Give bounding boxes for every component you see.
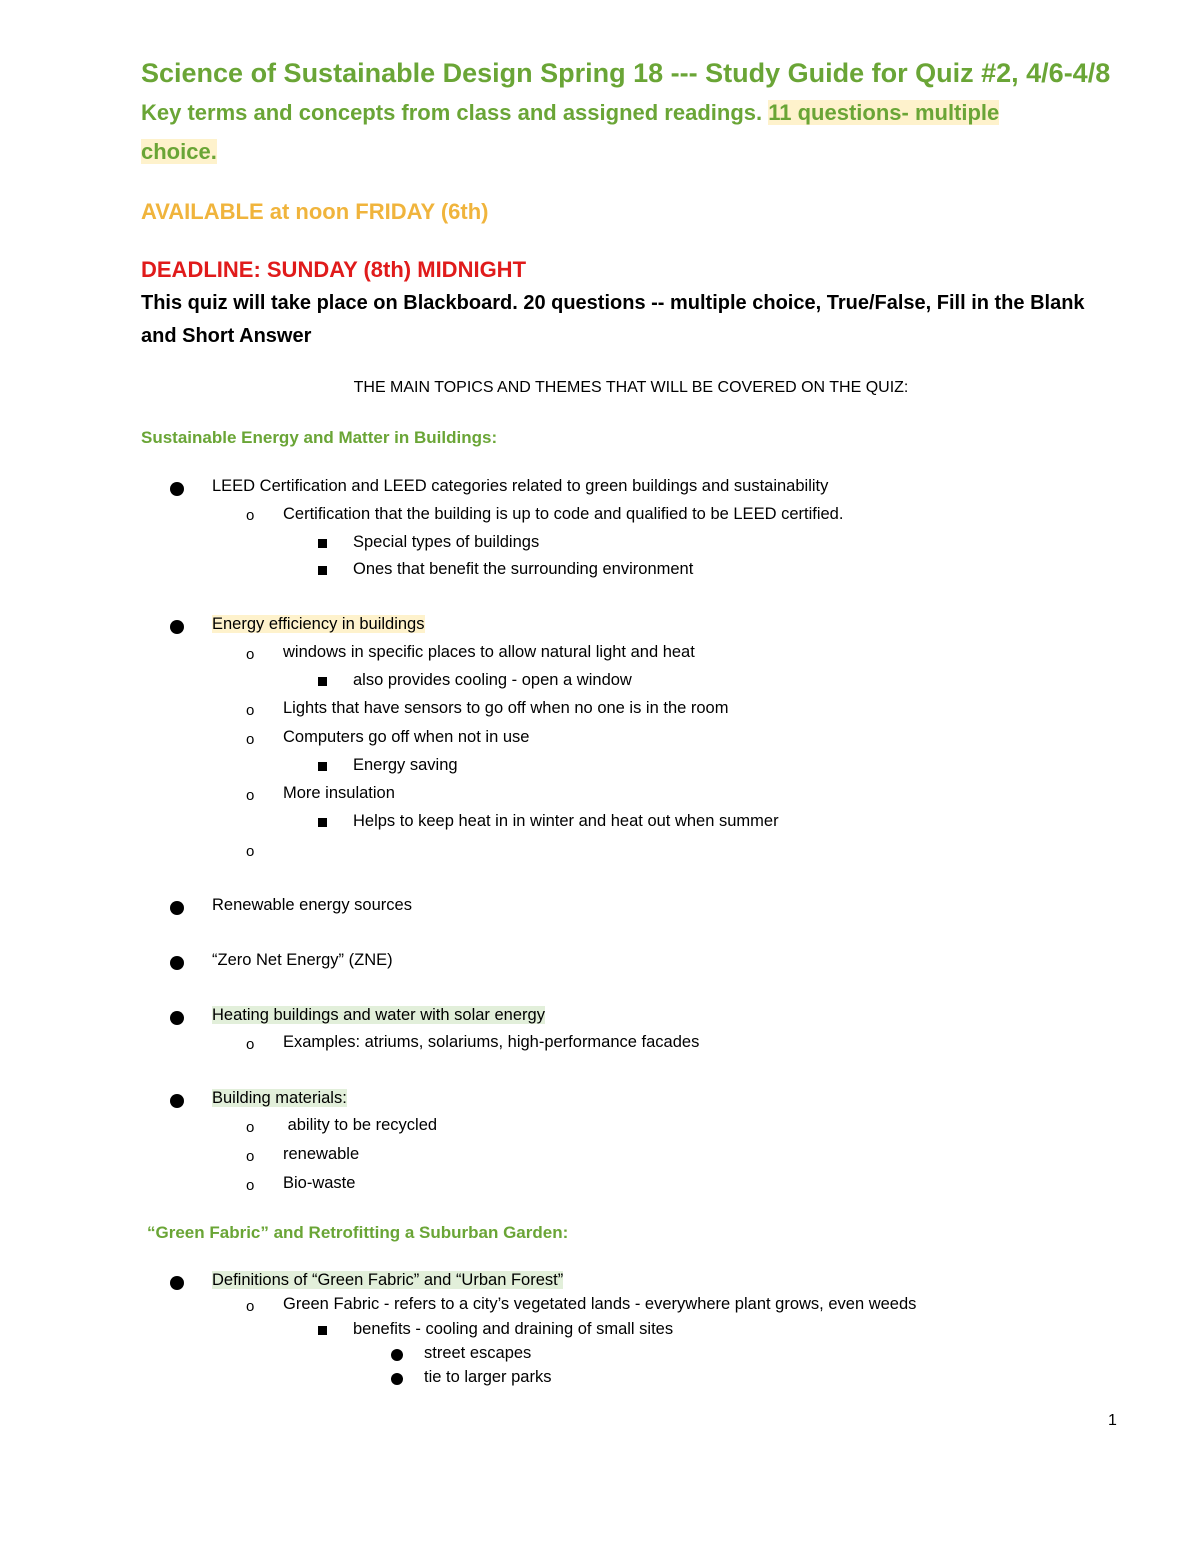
circle-bullet-icon: o <box>246 1177 255 1194</box>
bullet-icon <box>170 901 184 915</box>
list-item: Green Fabric - refers to a city’s vegetated lands - everywhere plant grows, even weeds <box>283 1295 917 1313</box>
list-item: Examples: atriums, solariums, high-performance facades <box>283 1033 700 1051</box>
square-bullet-icon <box>318 566 327 575</box>
bullet-icon <box>170 1094 184 1108</box>
list-item: Computers go off when not in use <box>283 728 530 746</box>
list-item: “Zero Net Energy” (ZNE) <box>212 951 393 969</box>
square-bullet-icon <box>318 818 327 827</box>
list-item: Bio-waste <box>283 1174 356 1192</box>
list-item <box>212 1089 347 1108</box>
list-item <box>212 615 425 634</box>
circle-bullet-icon: o <box>246 1119 255 1136</box>
list-item: Helps to keep heat in in winter and heat out when summer <box>353 812 779 830</box>
square-bullet-icon <box>318 1326 327 1335</box>
circle-bullet-icon: o <box>246 787 255 804</box>
deadline-notice: DEADLINE: SUNDAY (8th) MIDNIGHT <box>141 257 527 282</box>
page-title: Science of Sustainable Design Spring 18 --- Study Guide for Quiz #2, 4/6-4/8 <box>141 58 1111 88</box>
bullet-icon <box>170 1276 184 1290</box>
list-item: Lights that have sensors to go off when no one is in the room <box>283 699 729 717</box>
subtitle-highlight-cont: choice. <box>141 139 217 164</box>
section-heading-green-fabric: “Green Fabric” and Retrofitting a Suburban Garden: <box>147 1223 569 1242</box>
availability-notice: AVAILABLE at noon FRIDAY (6th) <box>141 199 489 224</box>
circle-bullet-icon: o <box>246 507 255 524</box>
bullet-icon <box>391 1349 403 1361</box>
list-item: windows in specific places to allow natural light and heat <box>283 643 695 661</box>
list-item: Energy saving <box>353 756 458 774</box>
list-item: benefits - cooling and draining of small sites <box>353 1320 674 1338</box>
bullet-icon <box>170 620 184 634</box>
highlighted-text: Definitions of “Green Fabric” and “Urban Forest” <box>212 1271 564 1289</box>
subtitle-line2 <box>141 139 217 165</box>
list-item: street escapes <box>424 1344 532 1362</box>
circle-bullet-icon: o <box>246 1036 255 1053</box>
bullet-icon <box>391 1373 403 1385</box>
square-bullet-icon <box>318 677 327 686</box>
list-item: Ones that benefit the surrounding environment <box>353 560 694 578</box>
highlighted-text: Energy efficiency in buildings <box>212 615 425 633</box>
list-item <box>212 1271 563 1290</box>
circle-bullet-icon: o <box>246 1148 255 1165</box>
list-item <box>212 1006 545 1025</box>
list-item: Renewable energy sources <box>212 896 412 914</box>
quiz-info-line1: This quiz will take place on Blackboard. 20 questions -- multiple choice, True/False, Fill in the Blank <box>141 292 1085 314</box>
list-item: Certification that the building is up to code and qualified to be LEED certified. <box>283 505 844 523</box>
list-item: ability to be recycled <box>283 1116 438 1134</box>
topics-heading: THE MAIN TOPICS AND THEMES THAT WILL BE COVERED ON THE QUIZ: <box>353 379 909 396</box>
bullet-icon <box>170 1011 184 1025</box>
circle-bullet-icon: o <box>246 646 255 663</box>
list-item: Special types of buildings <box>353 533 540 551</box>
circle-bullet-icon: o <box>246 843 255 860</box>
list-item: also provides cooling - open a window <box>353 671 632 689</box>
square-bullet-icon <box>318 539 327 548</box>
highlighted-text: Heating buildings and water with solar energy <box>212 1006 545 1024</box>
page-number: 1 <box>1108 1412 1117 1429</box>
quiz-info-line2: and Short Answer <box>141 325 312 347</box>
subtitle-highlight: 11 questions- multiple <box>768 100 1000 125</box>
subtitle-text: Key terms and concepts from class and assigned readings. <box>141 100 763 125</box>
list-item: tie to larger parks <box>424 1368 552 1386</box>
circle-bullet-icon: o <box>246 702 255 719</box>
circle-bullet-icon: o <box>246 731 255 748</box>
bullet-icon <box>170 482 184 496</box>
list-item: LEED Certification and LEED categories related to green buildings and sustainability <box>212 477 829 495</box>
list-item: renewable <box>283 1145 360 1163</box>
list-item: More insulation <box>283 784 395 802</box>
section-heading-energy: Sustainable Energy and Matter in Buildings: <box>141 428 498 447</box>
bullet-icon <box>170 956 184 970</box>
square-bullet-icon <box>318 762 327 771</box>
circle-bullet-icon: o <box>246 1298 255 1315</box>
highlighted-text: Building materials: <box>212 1089 347 1107</box>
subtitle-line1 <box>141 100 999 126</box>
